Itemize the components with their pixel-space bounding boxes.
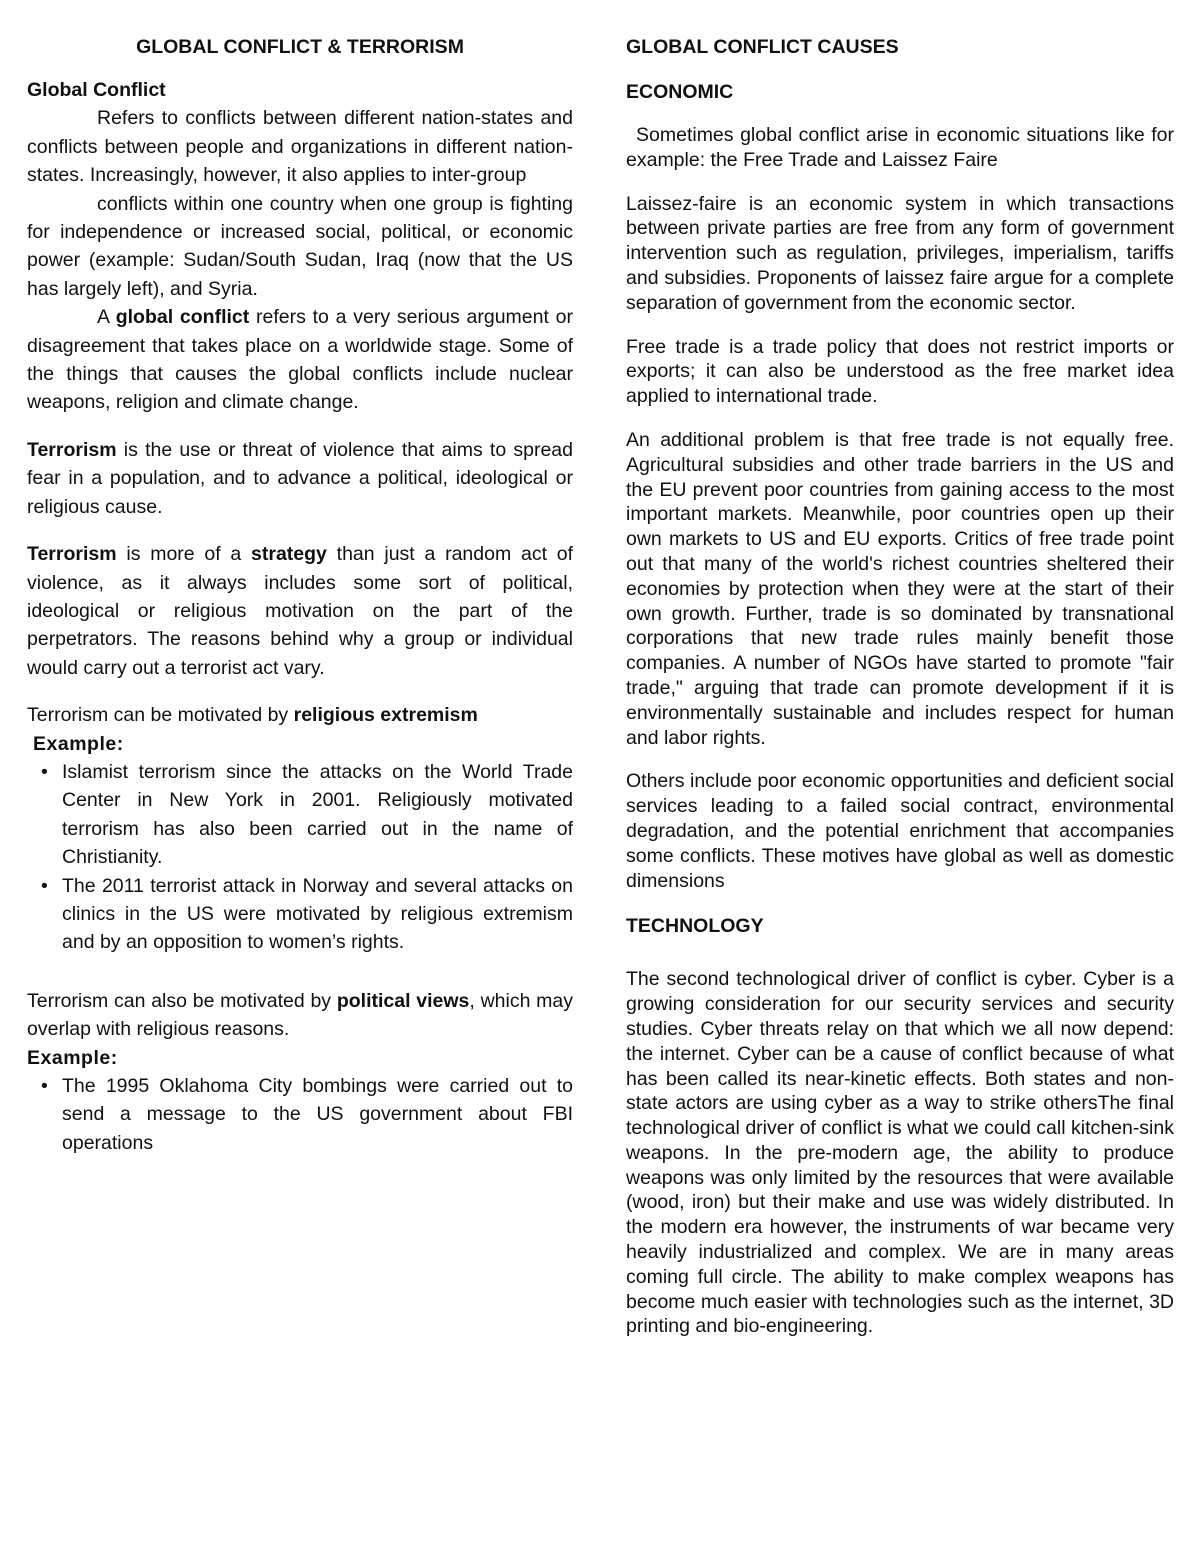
- text-run: refers to a very serious argument or disagreement that takes place on a worldwide stage. Some of the things that causes the global conflicts include nuclear weapons, religion and climate change.: [27, 306, 574, 414]
- text-run: Terrorism can be motivated by: [27, 704, 289, 727]
- list-item: [27, 1072, 573, 1157]
- religious-examples-list: [27, 758, 573, 957]
- text-run: than just a random act of violence, as it always includes some sort of political, ideological or religious motivation on the part of the perpetrators. The reasons behind why a group or individual would carry out a terrorist act vary.: [27, 543, 574, 679]
- bold-term: global conflict: [115, 306, 250, 329]
- text-run: , which may overlap with religious reasons.: [27, 989, 574, 1041]
- global-conflict-paragraph-2: conflicts within one country when one group is fighting for independence or increased social, political, or economic power (example: Sudan/South Sudan, Iraq (now that the US has largely left), and Syria.: [27, 192, 573, 300]
- religious-intro: [27, 701, 573, 729]
- technology-heading: TECHNOLOGY: [626, 915, 764, 938]
- global-conflict-paragraph-3: [27, 303, 573, 417]
- bold-term: religious extremism: [293, 704, 478, 727]
- terrorism-definition: [27, 436, 573, 521]
- left-column: [27, 36, 573, 1157]
- text-run: is more of a: [126, 543, 242, 566]
- bullet-icon: •: [41, 1075, 48, 1097]
- economic-paragraph-4: An additional problem is that free trade is not equally free. Agricultural subsidies and other trade barriers in the US and the EU prevent poor countries from gaining access to the most important markets. Meanwhile, poor countries open up their own markets to US and EU exports. Critics of free trade point out that many of the world's richest countries sheltered their economies by protection when they were at the start of their own growth. Further, trade is so dominated by transnational corporations that new trade rules mainly benefit those companies. A number of NGOs have started to promote "fair trade," arguing that trade can promote development if it is environmentally sustainable and includes respect for human and labor rights.: [626, 428, 1174, 749]
- right-title: GLOBAL CONFLICT CAUSES: [626, 36, 899, 58]
- political-intro: [27, 987, 573, 1044]
- left-title: GLOBAL CONFLICT & TERRORISM: [136, 36, 464, 58]
- list-item-text: The 1995 Oklahoma City bombings were carried out to send a message to the US government about FBI operations: [62, 1075, 573, 1154]
- bold-term: political views: [336, 989, 470, 1012]
- technology-paragraph-1: The second technological driver of conflict is cyber. Cyber is a growing consideration for our security services and security studies. Cyber threats relay on that which we all now depend: the internet. Cyber can be a cause of conflict because of what has been called its near-kinetic effects. Both states and non-state actors are using cyber as a way to strike othersThe final technological driver of conflict is what we could call kitchen-sink weapons. In the pre-modern age, the ability to produce weapons was only limited by the resources that were available (wood, iron) but their make and use was widely distributed. In the modern era however, the instruments of war became very heavily industrialized and complex. We are in many areas coming full circle. The ability to make complex weapons has become much easier with technologies such as the internet, 3D printing and bio-engineering.: [626, 968, 1174, 1338]
- terrorism-strategy: [27, 540, 573, 682]
- global-conflict-heading: Global Conflict: [27, 79, 166, 101]
- example-label: Example:: [27, 1046, 118, 1069]
- example-label: Example:: [33, 732, 124, 755]
- bold-term: Terrorism: [27, 543, 117, 566]
- economic-heading: ECONOMIC: [626, 81, 734, 103]
- economic-paragraph-1: Sometimes global conflict arise in economic situations like for example: the Free Trade and Laissez Faire: [626, 124, 1174, 171]
- list-item-text: Islamist terrorism since the attacks on the World Trade Center in New York in 2001. Religiously motivated terrorism has also been carried out in the name of Christianity.: [62, 760, 573, 869]
- right-column: [626, 36, 1174, 1339]
- bullet-icon: •: [41, 760, 48, 783]
- list-item: [27, 872, 573, 957]
- economic-paragraph-5: Others include poor economic opportunities and deficient social services leading to a failed social contract, environmental degradation, and the potential enrichment that accompanies some conflicts. These motives have global as well as domestic dimensions: [626, 770, 1174, 892]
- global-conflict-paragraph-1: Refers to conflicts between different nation-states and conflicts between people and organizations in different nation-states. Increasingly, however, it also applies to inter-group: [27, 107, 573, 187]
- text-run: Terrorism can also be motivated by: [27, 989, 332, 1012]
- economic-paragraph-3: Free trade is a trade policy that does not restrict imports or exports; it can also be understood as the free market idea applied to international trade.: [626, 335, 1174, 408]
- text-run: A: [97, 306, 109, 329]
- economic-paragraph-2: Laissez-faire is an economic system in which transactions between private parties are free from any form of government intervention such as regulation, privileges, imperialism, tariffs and subsidies. Proponents of laissez faire argue for a complete separation of government from the economic sector.: [626, 192, 1174, 314]
- list-item: [27, 758, 573, 872]
- political-examples-list: [27, 1072, 573, 1157]
- bold-term: Terrorism: [27, 438, 117, 461]
- bullet-icon: •: [41, 874, 48, 897]
- list-item-text: The 2011 terrorist attack in Norway and several attacks on clinics in the US were motivated by religious extremism and by an opposition to women’s rights.: [62, 874, 573, 954]
- bold-term: strategy: [251, 543, 327, 566]
- text-run: is the use or threat of violence that aims to spread fear in a population, and to advance a political, ideological or religious cause.: [27, 438, 573, 518]
